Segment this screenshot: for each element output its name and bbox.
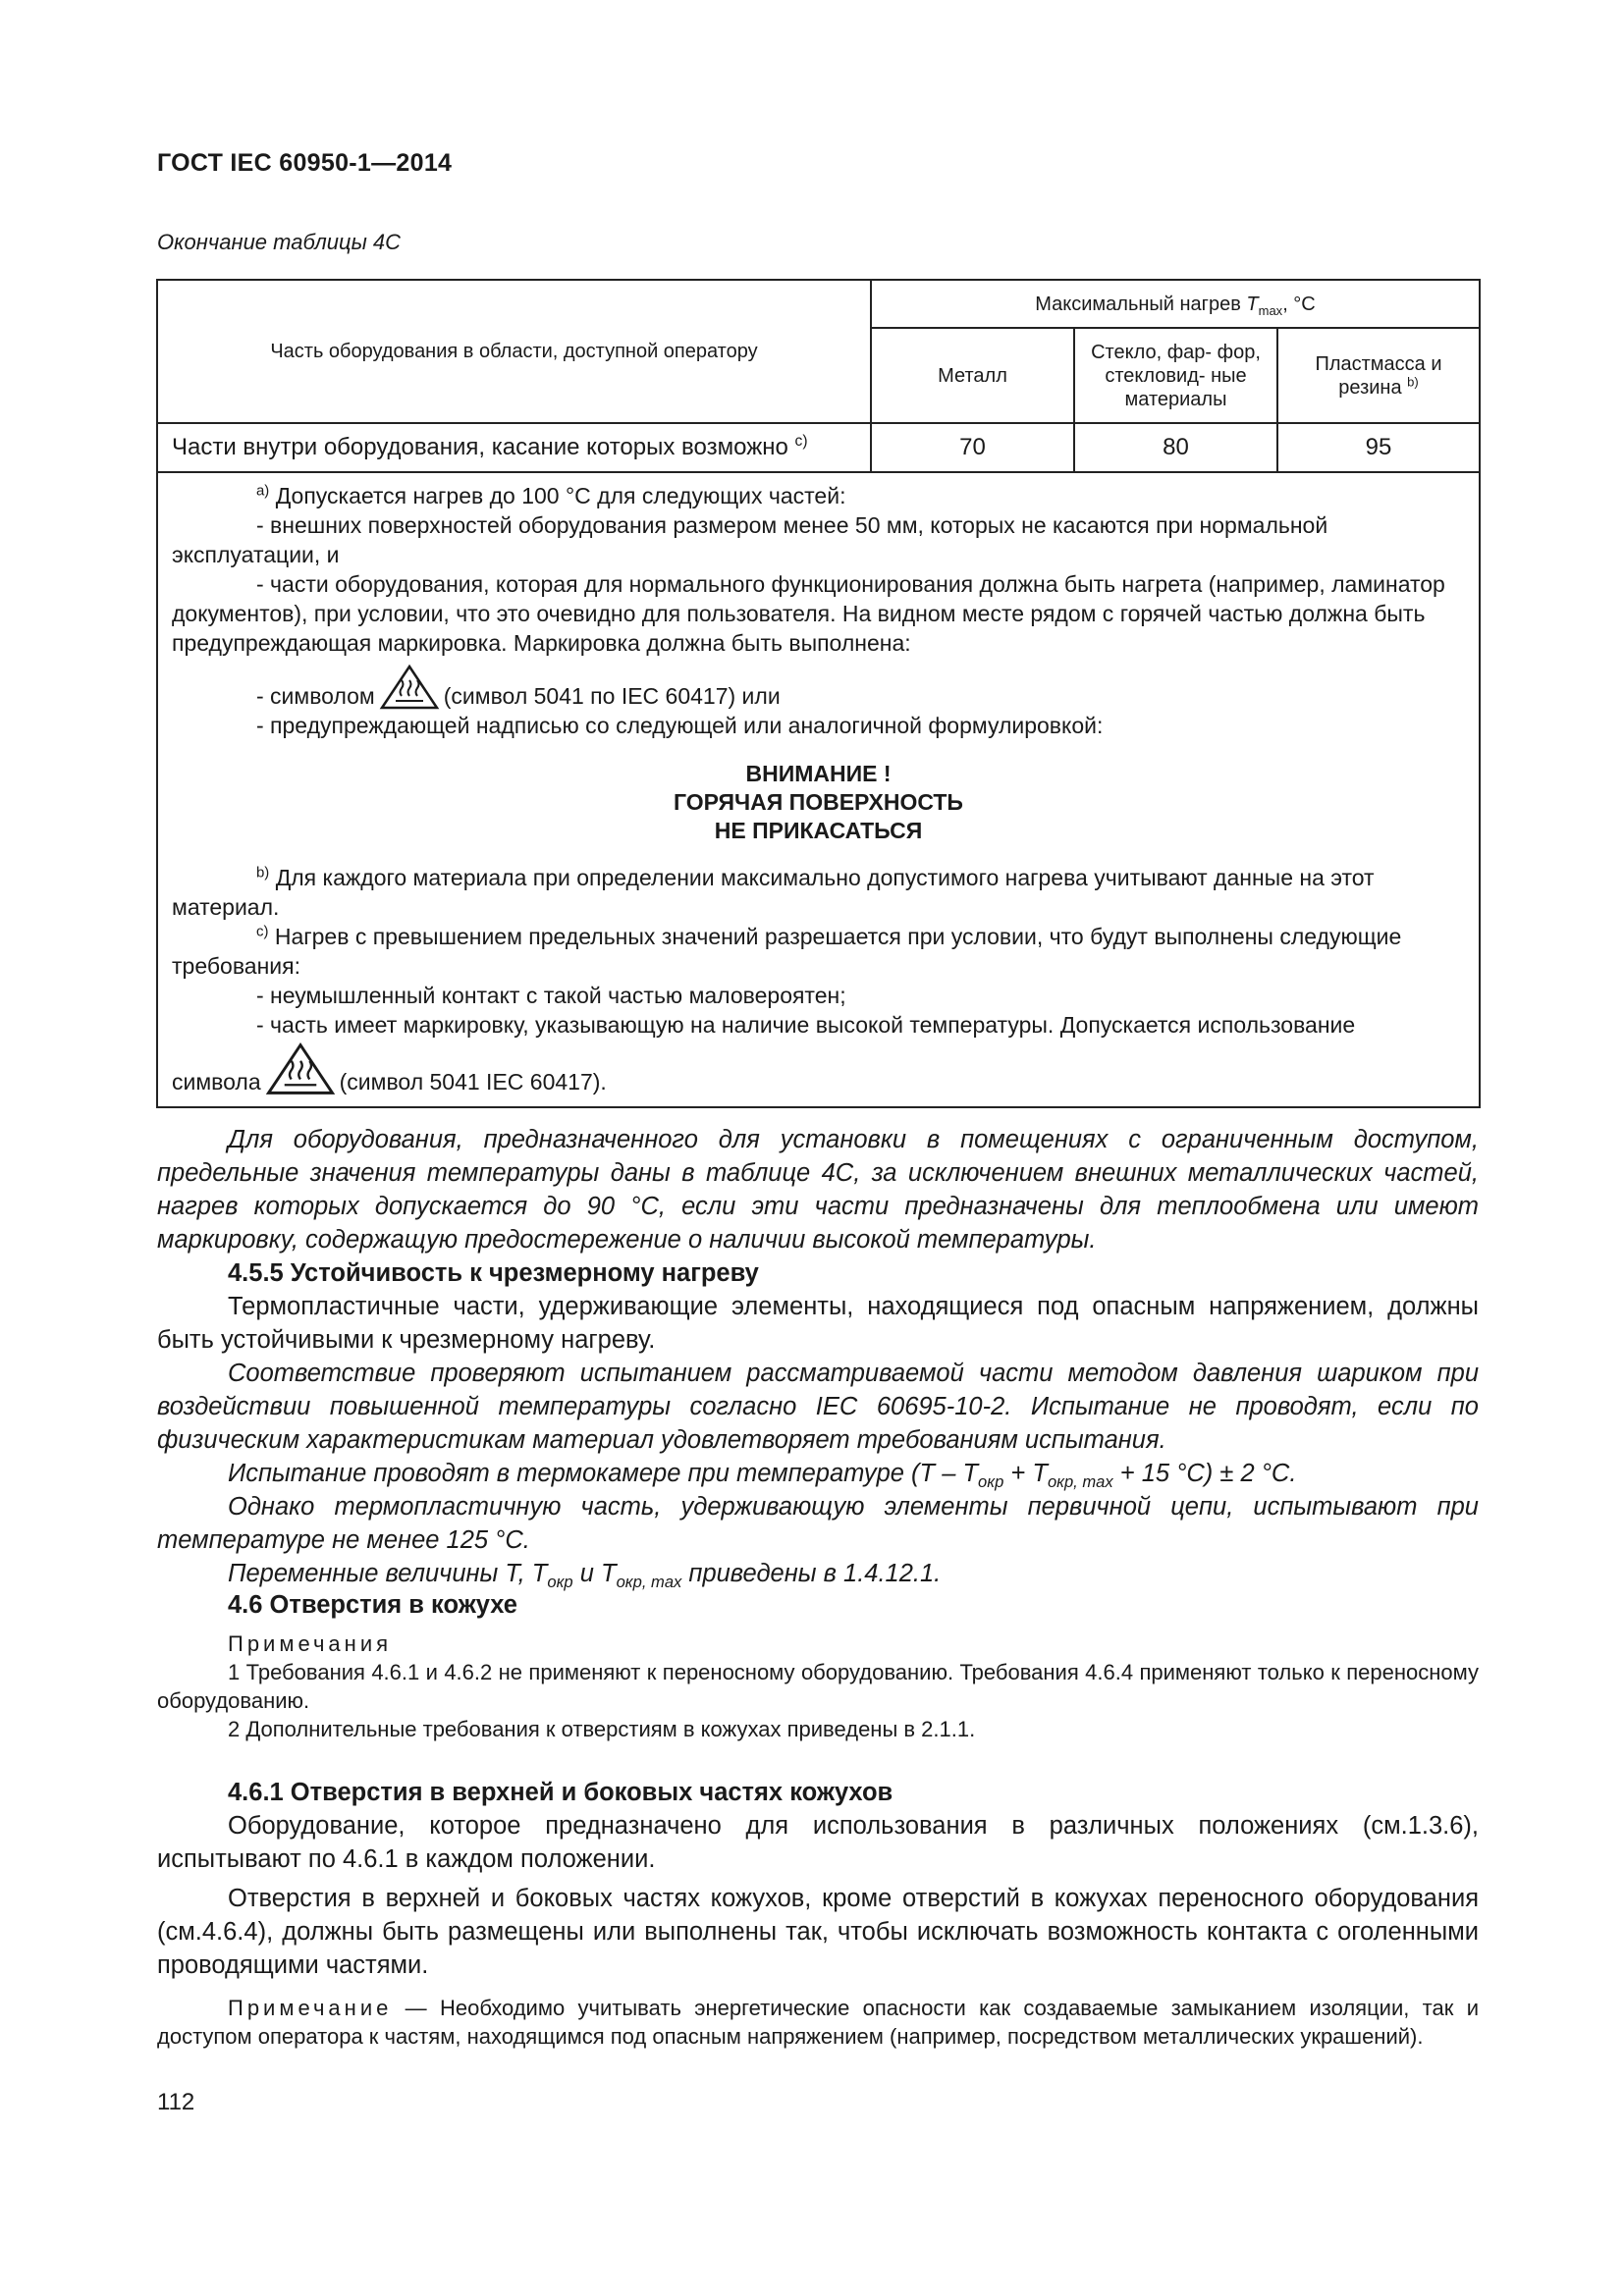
header-metal: Металл <box>871 328 1074 423</box>
footnote-c-item1: - неумышленный контакт с такой частью маловероятен; <box>256 983 846 1008</box>
row-internal-parts-label: Части внутри оборудования, касание которых возможно $^{c)}$ <box>157 423 871 472</box>
hot-surface-warning-icon <box>379 664 440 711</box>
paragraph-primary-circuit: Однако термопластичную часть, удерживающую элементы первичной цепи, испытывают при температуре не менее 125 °С. <box>157 1493 1479 1554</box>
page-number: 112 <box>157 2089 195 2115</box>
heading-4-6: 4.6 Отверстия в кожухе <box>228 1591 517 1619</box>
value-plastic: 95 <box>1277 423 1480 472</box>
note-energy-hazards: Примечание — Необходимо учитывать энергетические опасности как создаваемые замыканием изоляции, так и доступом оператора к частям, находящимся под опасным напряжением (например, посредством металлических украшений). <box>157 1996 1479 2049</box>
paragraph-variables: Переменные величины T, $T_{окр}$ и $T_{окр, max}$ приведены в 1.4.12.1. <box>228 1560 942 1592</box>
paragraph-openings: Отверстия в верхней и боковых частях кожухов, кроме отверстий в кожухах переносного оборудования (см.4.6.4), должны быть размещены или выполнены так, чтобы исключать возможность контакта с оголенными проводящими частями. <box>157 1885 1479 1979</box>
document-header: ГОСТ IEC 60950-1—2014 <box>157 149 453 177</box>
section-4-6 <box>157 1588 1479 1743</box>
section-4-6-1 <box>157 1776 1479 2051</box>
notes-label: Примечания <box>228 1631 393 1656</box>
footnote-b: $^{b)}$ Для каждого материала при определении максимально допустимого нагрева учитывают данные на этот материал. <box>172 864 1375 920</box>
heading-4-5-5: 4.5.5 Устойчивость к чрезмерному нагреву <box>228 1259 759 1287</box>
paragraph-positions: Оборудование, которое предназначено для использования в различных положениях (см.1.3.6), испытывают по 4.6.1 в каждом положении. <box>157 1812 1479 1873</box>
note-2: 2 Дополнительные требования к отверстиям в кожухах приведены в 2.1.1. <box>228 1717 976 1741</box>
paragraph-thermoplastic: Термопластичные части, удерживающие элементы, находящиеся под опасным напряжением, должны быть устойчивыми к чрезмерному нагреву. <box>157 1293 1479 1354</box>
paragraph-compliance: Соответствие проверяют испытанием рассматриваемой части методом давления шариком при воздействии повышенной температуры согласно IEC 60695-10-2. Испытание не проводят, если по физическим характеристикам материал удовлетворяет требованиям испытания. <box>157 1360 1479 1454</box>
footnote-c-symbol-line: символа (символ 5041 IEC 60417). <box>172 1041 1465 1096</box>
value-glass: 80 <box>1074 423 1277 472</box>
header-max-heating: Максимальный нагрев $T_{max}$, °С <box>871 280 1480 328</box>
table-4c <box>156 279 1481 1108</box>
footnote-a-item1: - внешних поверхностей оборудования размером менее 50 мм, которых не касаются при нормальной эксплуатации, и <box>172 512 1328 567</box>
hot-surface-warning-icon <box>265 1041 336 1096</box>
header-plastic: Пластмасса и резина $^{b)}$ <box>1277 328 1480 423</box>
warning-inscription: ВНИМАНИЕ ! ГОРЯЧАЯ ПОВЕРХНОСТЬ НЕ ПРИКАСАТЬСЯ <box>674 761 963 843</box>
header-part-of-equipment: Часть оборудования в области, доступной оператору <box>157 280 871 423</box>
table-footnotes <box>157 472 1480 1107</box>
footnote-a-item4: - предупреждающей надписью со следующей или аналогичной формулировкой: <box>256 713 1104 738</box>
body-text <box>157 1123 1479 1590</box>
footnote-a: $^{a)}$ Допускается нагрев до 100 °С для следующих частей: <box>256 482 846 508</box>
paragraph-test-temperature: Испытание проводят в термокамере при температуре ($T - T_{окр} + T_{окр, max} + 15$ °С) ± 2 °С. <box>228 1460 1297 1492</box>
footnote-c: $^{c)}$ Нагрев с превышением предельных значений разрешается при условии, что будут выполнены следующие требования: <box>172 923 1402 979</box>
footnote-a-item2: - части оборудования, которая для нормального функционирования должна быть нагрета (например, ламинатор документов), при условии, что это очевидно для пользователя. На видном месте рядом с горячей частью должна быть предупреждающая маркировка. Маркировка должна быть выполнена: <box>172 571 1445 656</box>
table-caption: Окончание таблицы 4С <box>157 230 402 254</box>
footnote-c-item2: - часть имеет маркировку, указывающую на наличие высокой температуры. Допускается использование <box>256 1012 1356 1038</box>
heading-4-6-1: 4.6.1 Отверстия в верхней и боковых частях кожухов <box>228 1779 893 1806</box>
note-1: 1 Требования 4.6.1 и 4.6.2 не применяют к переносному оборудованию. Требования 4.6.4 применяют только к переносному оборудованию. <box>157 1660 1479 1713</box>
value-metal: 70 <box>871 423 1074 472</box>
header-glass: Стекло, фар- фор, стекловид- ные материалы <box>1074 328 1277 423</box>
paragraph-restricted-access: Для оборудования, предназначенного для установки в помещениях с ограниченным доступом, предельные значения температуры даны в таблице 4С, за исключением внешних металлических частей, нагрев которых допускается до 90 °С, если эти части предназначены для теплообмена или имеют маркировку, содержащую предостережение о наличии высокой температуры. <box>157 1126 1479 1254</box>
footnote-a-symbol-line: - символом (символ 5041 по IEC 60417) или <box>172 664 1465 711</box>
